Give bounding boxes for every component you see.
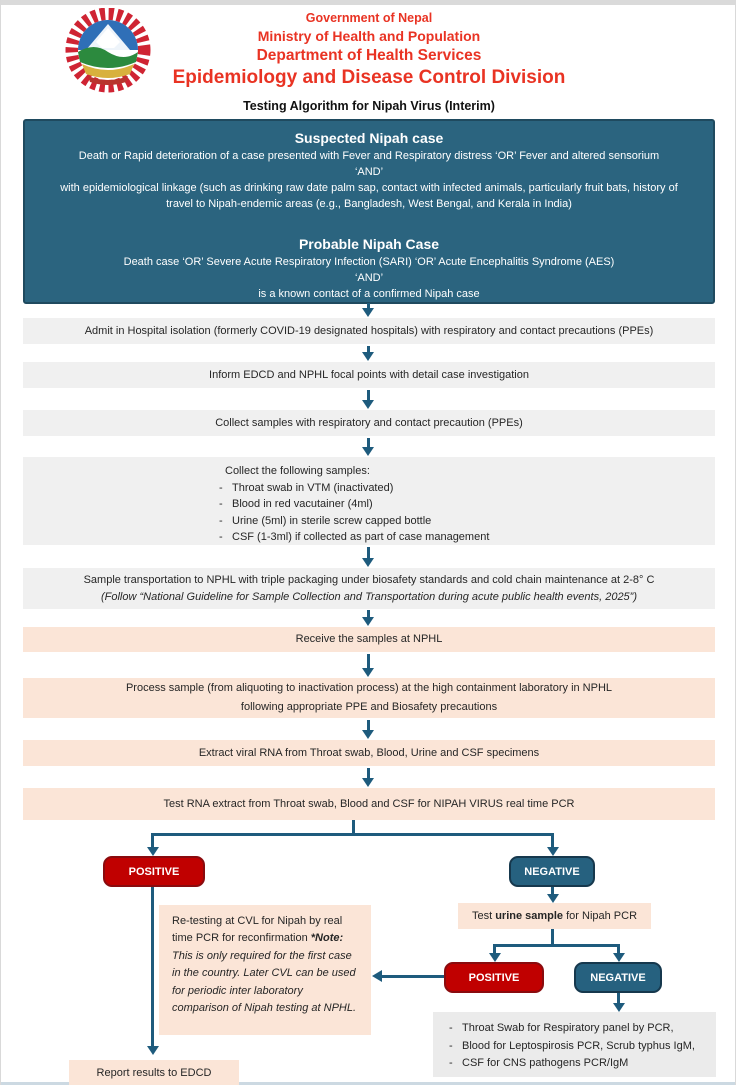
step-admit-box [23,318,715,344]
test-urine-label: Test urine sample for Nipah PCR [471,910,638,922]
arrow-down-icon [362,400,374,409]
suspected-case-line1: Death or Rapid deterioration of a case presented with Fever and Respiratory distress ‘OR’ Fever and altered sensorium [78,150,660,162]
urine-branch-crossbar-line [493,944,620,947]
flow-arrow [367,654,370,669]
step-transport-line1: Sample transportation to NPHL with triple packaging under biosafety standards and cold chain maintenance at 2-8° C [83,574,655,586]
cvl-retest-text: Re-testing at CVL for Nipah by real time PCR for reconfirmation [172,915,343,945]
step-inform-label: Inform EDCD and NPHL focal points with detail case investigation [209,368,529,381]
arrow-down-icon [147,847,159,856]
pcr-negative-label: NEGATIVE [524,865,580,878]
list-item [219,496,715,513]
arrow-down-icon [489,953,501,962]
sample-item-label: CSF (1-3ml) if collected as part of case management [232,531,490,544]
arrow-down-icon [362,558,374,567]
step-transport-line2: (Follow “National Guideline for Sample Collection and Transportation during acute public health events, 2025”) [100,590,638,603]
arrow-down-icon [362,447,374,456]
step-process-box [23,678,715,718]
arrow-down-icon [547,894,559,903]
urine-positive-badge [444,962,544,993]
sample-item-label: Throat swab in VTM (inactivated) [232,481,394,494]
bullet-dash: - [449,1057,453,1070]
urine-negative-badge [574,962,662,993]
urine-positive-to-retest-line [381,975,444,978]
arrow-down-icon [613,953,625,962]
bullet-dash: - [449,1039,453,1052]
bullet-dash: - [219,514,223,527]
arrow-down-icon [613,1003,625,1012]
branch-crossbar-line [151,833,554,836]
step-process-line2: following appropriate PPE and Biosafety precautions [240,701,498,713]
step-admit-label: Admit in Hospital isolation (formerly COVID-19 designated hospitals) with respiratory and contact precautions (PPEs) [84,324,654,337]
followup-item-label: Throat Swab for Respiratory panel by PCR, [462,1022,674,1034]
suspected-case-title: Suspected Nipah case [294,130,444,146]
suspected-case-line2: with epidemiological linkage (such as drinking raw date palm sap, contact with infected animals, particularly fruit bats, history of travel to Nipah-endemic areas (e.g., Bangladesh, West Bengal, and Kerala in India) [60,181,678,210]
positive-branch-line [151,887,154,1046]
step-receive-box [23,627,715,652]
note-text: This is only required for the first case in the country. Later CVL can be used for periodic inter laboratory comparison of Nipah testing at NPHL. [172,949,357,1015]
urine-negative-label: NEGATIVE [590,971,646,984]
sample-item-label: Urine (5ml) in sterile screw capped bottle [232,514,432,527]
note-label: *Note: [310,932,344,945]
bullet-dash: - [219,498,223,511]
samples-list-title: Collect the following samples: [225,465,370,477]
step-transport-box [23,568,715,609]
probable-case-line2: is a known contact of a confirmed Nipah case [258,287,480,300]
bullet-dash: - [449,1022,453,1034]
cvl-retest-note-box [159,905,371,1035]
pcr-positive-label: POSITIVE [128,865,180,878]
ministry-line: Ministry of Health and Population [257,28,481,44]
division-line: Epidemiology and Disease Control Division [172,67,566,88]
arrow-down-icon [362,352,374,361]
bullet-dash: - [219,531,223,544]
arrow-down-icon [362,778,374,787]
arrow-left-icon [372,970,382,982]
step-inform-box [23,362,715,388]
list-item [449,1038,710,1056]
followup-item-label: CSF for CNS pathogens PCR/IgM [462,1057,629,1070]
step-test-rna-box [23,788,715,820]
arrow-down-icon [362,730,374,739]
branch-right-line [551,833,554,847]
gov-line: Government of Nepal [305,11,433,25]
followup-item-label: Blood for Leptospirosis PCR, Scrub typhus IgM, [462,1039,695,1052]
list-item [219,480,715,497]
step-process-line1: Process sample (from aliquoting to inactivation process) at the high containment laboratory in NPHL [125,681,613,694]
report-edcd-label: Report results to EDCD [96,1066,212,1079]
samples-list-box [23,457,715,545]
suspected-case-and: ‘AND’ [354,165,384,178]
arrow-down-icon [362,668,374,677]
list-item [449,1055,710,1073]
bullet-dash: - [219,481,223,494]
branch-left-line [151,833,154,847]
arrow-down-icon [362,308,374,317]
step-collect-box [23,410,715,436]
report-edcd-box [69,1060,239,1085]
department-line: Department of Health Services [256,47,482,64]
step-collect-label: Collect samples with respiratory and contact precaution (PPEs) [215,416,523,429]
arrow-down-icon [147,1046,159,1055]
case-definition-box [23,119,715,304]
pcr-positive-badge [103,856,205,887]
arrow-down-icon [547,847,559,856]
step-test-rna-label: Test RNA extract from Throat swab, Blood and CSF for NIPAH VIRUS real time PCR [163,797,575,810]
probable-case-line1: Death case ‘OR’ Severe Acute Respiratory Infection (SARI) ‘OR’ Acute Encephalitis Syndrome (AES) [123,255,615,268]
urine-positive-label: POSITIVE [468,971,520,984]
followup-tests-box [433,1012,716,1077]
page-top-border [1,0,736,5]
test-urine-box [458,903,651,929]
list-item [219,529,715,546]
pcr-negative-badge [509,856,595,887]
arrow-down-icon [362,617,374,626]
list-item [219,513,715,530]
step-extract-label: Extract viral RNA from Throat swab, Blood, Urine and CSF specimens [198,746,540,759]
step-extract-box [23,740,715,766]
probable-case-title: Probable Nipah Case [298,235,440,252]
step-receive-label: Receive the samples at NPHL [295,633,443,646]
probable-case-and: ‘AND’ [354,271,384,284]
sample-item-label: Blood in red vacutainer (4ml) [232,498,373,511]
page-title: Testing Algorithm for Nipah Virus (Interim) [243,99,495,113]
list-item [449,1020,710,1038]
